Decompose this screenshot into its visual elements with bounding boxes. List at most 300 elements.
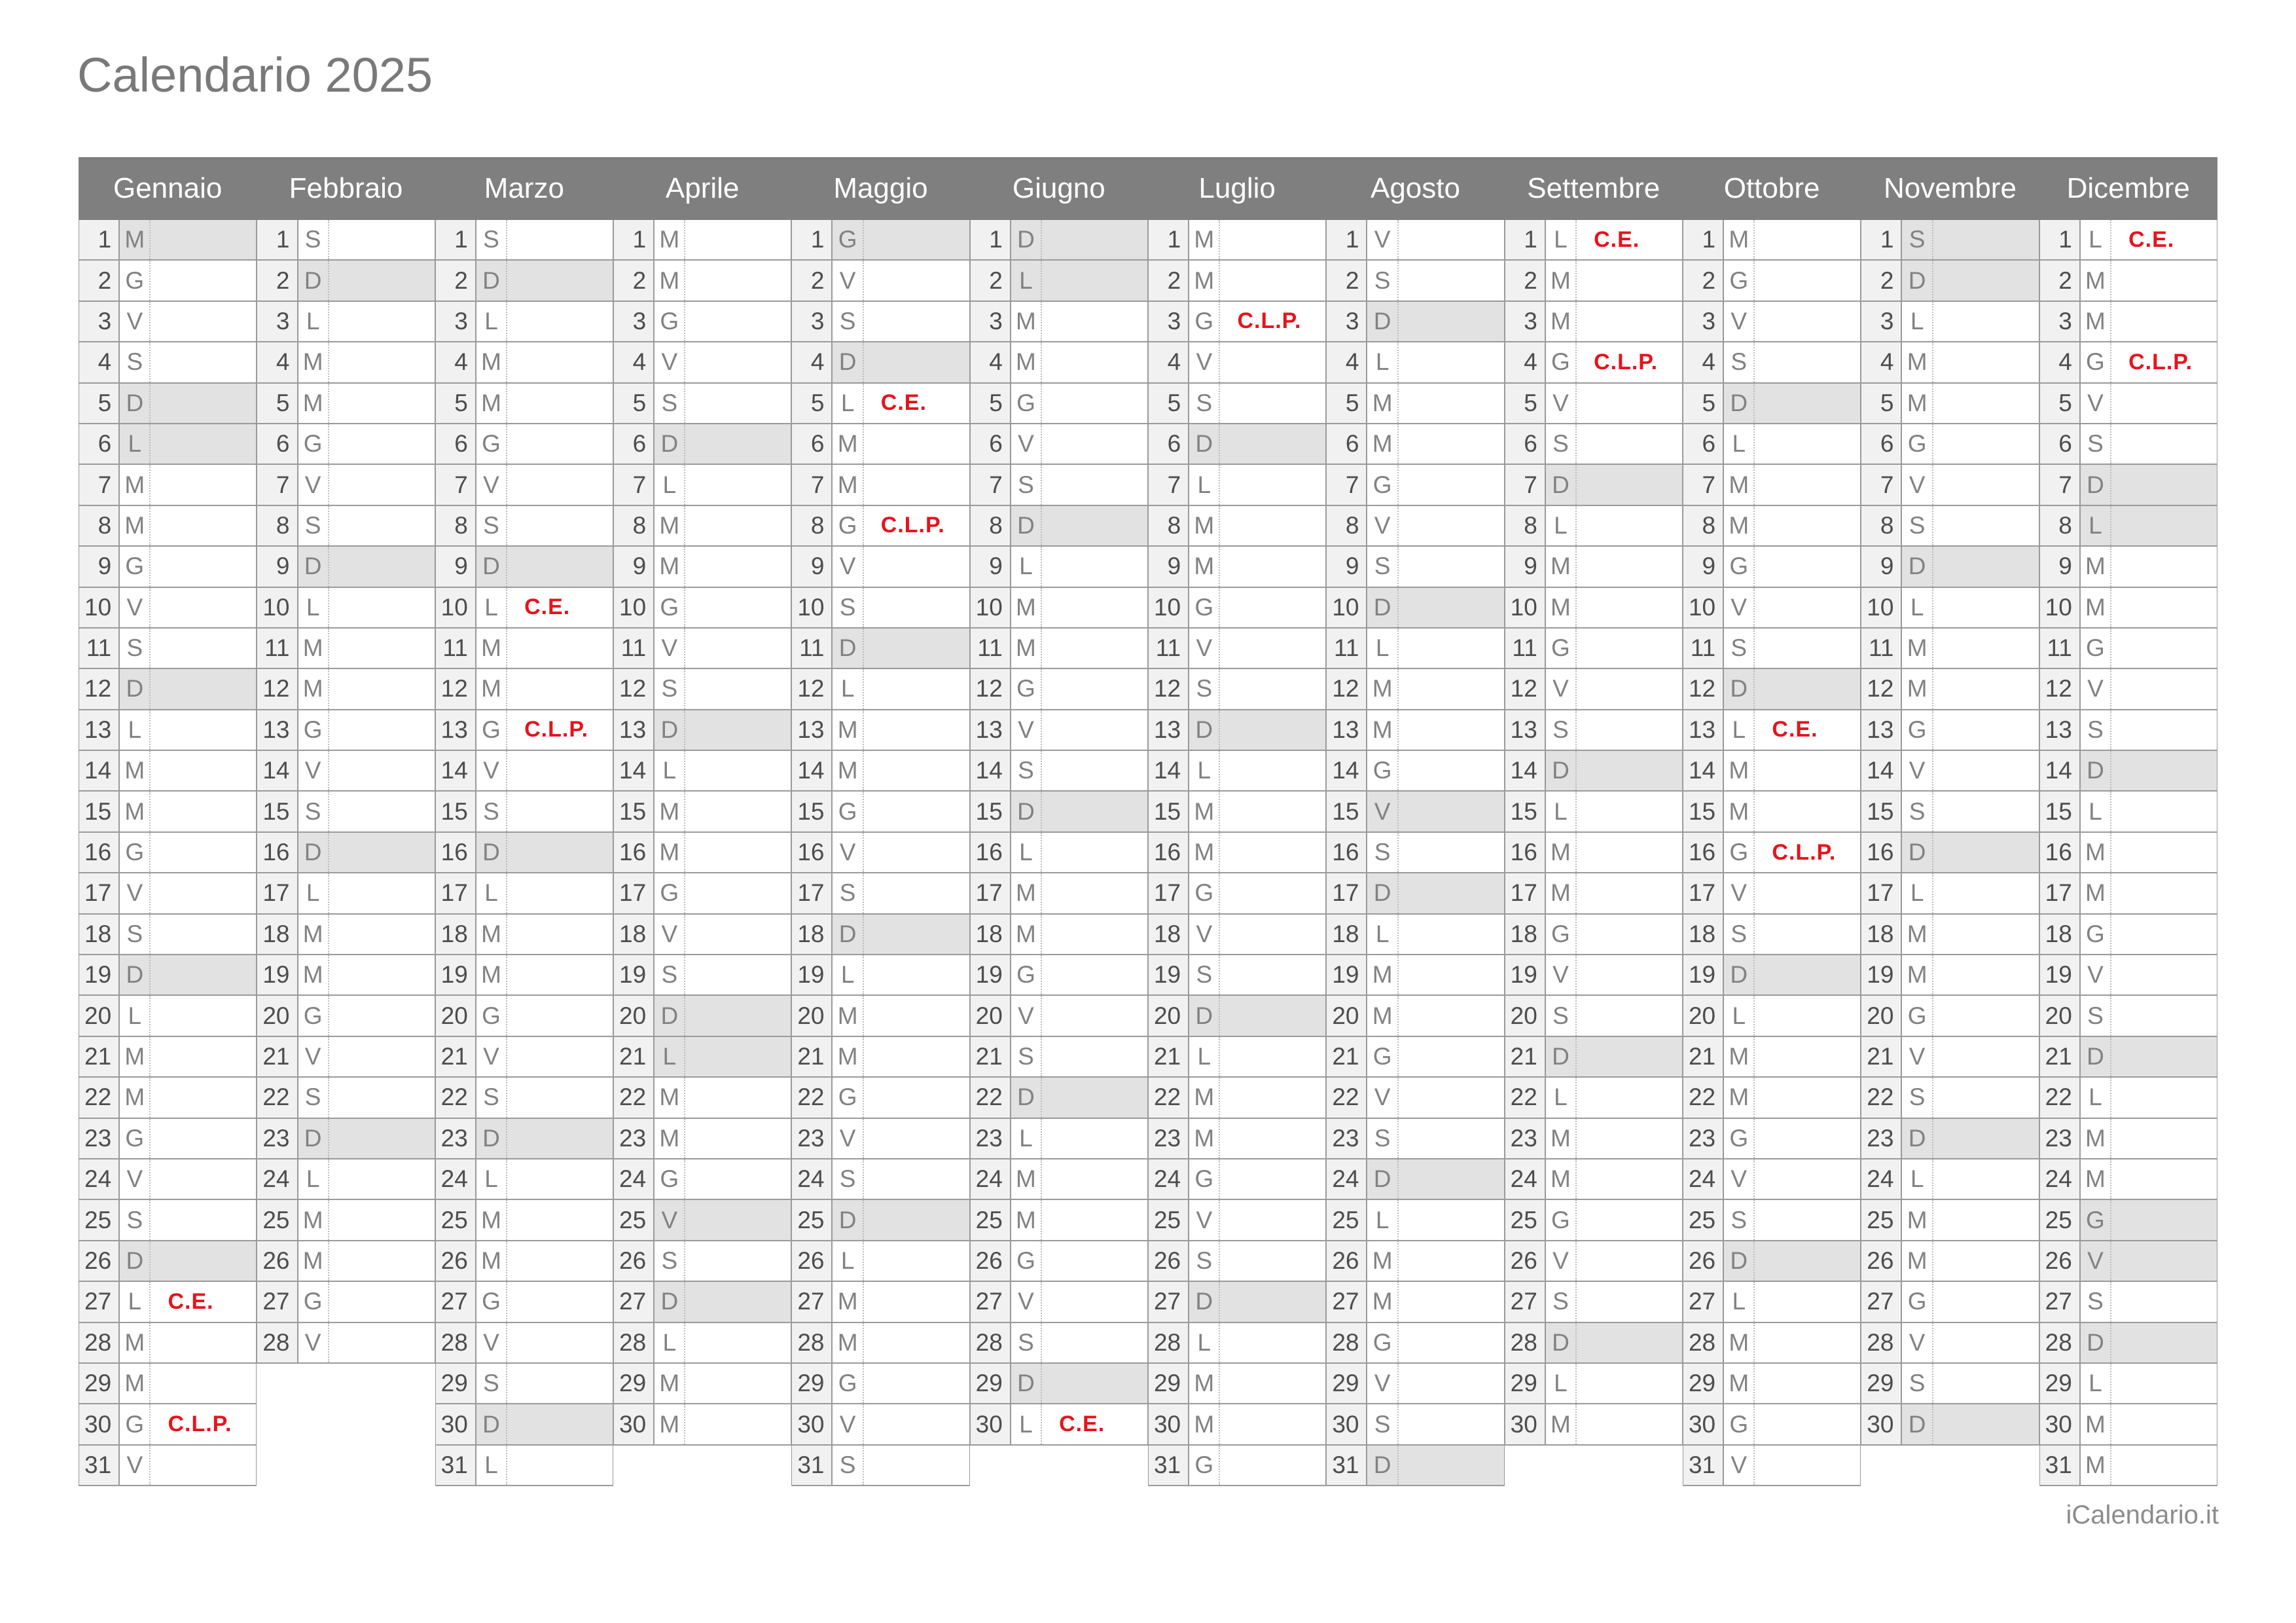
day-number: 26: [1861, 1241, 1902, 1281]
day-cell-ottobre-26: [1683, 1241, 1861, 1282]
notes-area: [685, 588, 791, 627]
day-cell-gennaio-1: [79, 220, 257, 261]
day-cell-settembre-12: [1505, 669, 1683, 710]
day-number: 17: [257, 873, 298, 913]
weekday-letter: M: [655, 1119, 685, 1158]
day-cell-settembre-21: [1505, 1037, 1683, 1078]
weekday-letter: S: [833, 873, 863, 913]
notes-area: [1933, 1241, 2039, 1281]
day-number: 24: [792, 1159, 833, 1199]
day-number: 19: [436, 955, 476, 994]
day-number: 12: [971, 669, 1011, 708]
day-cell-aprile-10: [613, 588, 791, 629]
notes-area: [507, 424, 613, 464]
day-number: 20: [1149, 996, 1189, 1035]
day-number: 12: [614, 669, 655, 708]
weekday-letter: D: [1367, 1446, 1398, 1485]
day-cell-luglio-21: [1148, 1037, 1326, 1078]
day-number: 15: [971, 792, 1011, 831]
day-cell-dicembre-8: [2039, 506, 2217, 547]
notes-area: [1220, 547, 1325, 586]
notes-area: [1577, 1159, 1682, 1199]
day-number: 17: [1149, 873, 1189, 913]
day-number: 26: [79, 1241, 120, 1281]
day-number: 23: [2040, 1119, 2081, 1158]
notes-area: [329, 792, 435, 831]
weekday-letter: D: [298, 261, 329, 300]
notes-area: [507, 1404, 613, 1444]
day-number: 22: [1683, 1078, 1724, 1117]
day-cell-febbraio-16: [257, 833, 435, 873]
notes-area: [1933, 833, 2039, 872]
day-number: 17: [1327, 873, 1367, 913]
weekday-letter: S: [476, 1364, 507, 1403]
day-cell-settembre-23: [1505, 1119, 1683, 1159]
month-header-maggio: Maggio: [833, 172, 928, 204]
day-number: 30: [971, 1404, 1011, 1444]
day-number: 18: [614, 915, 655, 954]
day-number: 25: [2040, 1200, 2081, 1239]
day-number: 1: [792, 220, 833, 259]
day-number: 30: [614, 1404, 655, 1444]
day-number: 2: [614, 261, 655, 300]
day-number: 4: [436, 342, 476, 382]
day-number: 23: [971, 1119, 1011, 1158]
notes-area: [864, 710, 969, 750]
day-cell-aprile-14: [613, 751, 791, 792]
day-cell-novembre-7: [1861, 465, 2039, 505]
day-cell-maggio-23: [791, 1119, 969, 1159]
day-number: 5: [1683, 384, 1724, 423]
day-cell-settembre-25: [1505, 1200, 1683, 1241]
notes-area: [151, 1364, 256, 1403]
day-cell-febbraio-20: [257, 996, 435, 1036]
day-cell-gennaio-4: [79, 342, 257, 383]
weekday-letter: V: [1902, 751, 1933, 790]
weekday-letter: V: [476, 465, 507, 504]
weekday-letter: S: [1546, 424, 1577, 464]
notes-area: [1577, 1282, 1682, 1321]
day-cell-ottobre-19: [1683, 955, 1861, 996]
day-number: 7: [614, 465, 655, 504]
day-number: 20: [1861, 996, 1902, 1035]
weekday-letter: M: [1189, 833, 1220, 872]
weekday-letter: M: [655, 506, 685, 545]
day-cell-marzo-26: [435, 1241, 613, 1282]
weekday-letter: S: [120, 915, 151, 954]
month-column-gennaio: [79, 220, 257, 1486]
day-number: 13: [257, 710, 298, 750]
weekday-letter: M: [298, 384, 329, 423]
month-column-giugno: [970, 220, 1148, 1486]
weekday-letter: D: [1546, 751, 1577, 790]
notes-area: [685, 1323, 791, 1362]
notes-area: [1220, 955, 1325, 994]
weekday-letter: M: [1546, 302, 1577, 341]
notes-area: [685, 1037, 791, 1076]
notes-area: [329, 1119, 435, 1158]
month-header-marzo: Marzo: [484, 172, 564, 204]
day-cell-novembre-29: [1861, 1364, 2039, 1404]
day-cell-maggio-6: [791, 424, 969, 465]
weekday-letter: M: [1367, 710, 1398, 750]
day-cell-ottobre-28: [1683, 1323, 1861, 1364]
day-cell-aprile-19: [613, 955, 791, 996]
notes-area: [1933, 1159, 2039, 1199]
notes-area: [685, 302, 791, 341]
day-cell-ottobre-18: [1683, 915, 1861, 955]
holiday-note: C.E.: [1772, 717, 1818, 742]
day-number: 21: [1505, 1037, 1546, 1076]
day-cell-settembre-16: [1505, 833, 1683, 873]
weekday-letter: S: [655, 1241, 685, 1281]
notes-area: [329, 1159, 435, 1199]
day-cell-febbraio-21: [257, 1037, 435, 1078]
notes-area: [1399, 1200, 1504, 1239]
weekday-letter: M: [1189, 1119, 1220, 1158]
day-number: 12: [792, 669, 833, 708]
weekday-letter: G: [1367, 1037, 1398, 1076]
day-cell-luglio-24: [1148, 1159, 1326, 1200]
weekday-letter: V: [2081, 1241, 2111, 1281]
day-number: 26: [1505, 1241, 1546, 1281]
notes-area: [329, 465, 435, 504]
notes-area: [1577, 751, 1682, 790]
notes-area: [864, 915, 969, 954]
day-cell-giugno-14: [970, 751, 1148, 792]
day-cell-dicembre-26: [2039, 1241, 2217, 1282]
day-number: 25: [79, 1200, 120, 1239]
day-number: 9: [1683, 547, 1724, 586]
notes-area: [2111, 506, 2217, 545]
notes-area: [507, 629, 613, 668]
notes-area: [2111, 751, 2217, 790]
notes-area: [1399, 1119, 1504, 1158]
day-number: 29: [614, 1364, 655, 1403]
weekday-letter: M: [298, 915, 329, 954]
day-number: 5: [1149, 384, 1189, 423]
day-cell-gennaio-23: [79, 1119, 257, 1159]
weekday-letter: V: [1189, 629, 1220, 668]
month-header-dicembre: Dicembre: [2066, 172, 2190, 204]
day-cell-settembre-14: [1505, 751, 1683, 792]
day-cell-giugno-29: [970, 1364, 1148, 1404]
day-cell-dicembre-13: [2039, 710, 2217, 751]
day-number: 3: [792, 302, 833, 341]
day-cell-marzo-12: [435, 669, 613, 710]
day-cell-maggio-21: [791, 1037, 969, 1078]
day-cell-novembre-1: [1861, 220, 2039, 261]
day-number: 31: [1327, 1446, 1367, 1485]
weekday-letter: M: [1011, 629, 1042, 668]
notes-area: [1577, 384, 1682, 423]
day-cell-agosto-9: [1326, 547, 1504, 587]
day-number: 14: [1683, 751, 1724, 790]
weekday-letter: G: [2081, 1200, 2111, 1239]
day-cell-dicembre-18: [2039, 915, 2217, 955]
day-number: 19: [79, 955, 120, 994]
weekday-letter: M: [476, 669, 507, 708]
day-cell-luglio-12: [1148, 669, 1326, 710]
notes-area: [864, 955, 969, 994]
day-cell-aprile-2: [613, 261, 791, 301]
notes-area: [1577, 588, 1682, 627]
weekday-letter: M: [1902, 629, 1933, 668]
day-cell-maggio-19: [791, 955, 969, 996]
day-cell-gennaio-12: [79, 669, 257, 710]
day-cell-luglio-30: [1148, 1404, 1326, 1445]
weekday-letter: L: [1902, 588, 1933, 627]
day-cell-agosto-25: [1326, 1200, 1504, 1241]
day-number: 26: [1327, 1241, 1367, 1281]
weekday-letter: L: [476, 873, 507, 913]
weekday-letter: G: [298, 1282, 329, 1321]
day-number: 28: [1327, 1323, 1367, 1362]
notes-area: [151, 342, 256, 382]
day-cell-febbraio-28: [257, 1323, 435, 1364]
day-number: 31: [436, 1446, 476, 1485]
weekday-letter: S: [1902, 792, 1933, 831]
month-column-ottobre: [1683, 220, 1861, 1486]
day-number: 28: [2040, 1323, 2081, 1362]
weekday-letter: G: [1189, 1446, 1220, 1485]
day-cell-marzo-18: [435, 915, 613, 955]
weekday-letter: G: [2081, 915, 2111, 954]
notes-area: [1220, 1364, 1325, 1403]
weekday-letter: M: [833, 996, 863, 1035]
day-cell-luglio-9: [1148, 547, 1326, 587]
weekday-letter: G: [833, 792, 863, 831]
weekday-letter: D: [833, 342, 863, 382]
day-cell-maggio-26: [791, 1241, 969, 1282]
notes-area: [1933, 342, 2039, 382]
weekday-letter: G: [1189, 1159, 1220, 1199]
notes-area: [1042, 1200, 1147, 1239]
day-cell-settembre-10: [1505, 588, 1683, 629]
day-number: 1: [2040, 220, 2081, 259]
notes-area: [1220, 751, 1325, 790]
day-number: 15: [1683, 792, 1724, 831]
day-cell-agosto-12: [1326, 669, 1504, 710]
notes-area: [685, 547, 791, 586]
day-number: 26: [1149, 1241, 1189, 1281]
weekday-letter: V: [120, 588, 151, 627]
day-number: 30: [1327, 1404, 1367, 1444]
day-cell-maggio-8: [791, 506, 969, 547]
weekday-letter: G: [120, 833, 151, 872]
weekday-letter: M: [1189, 792, 1220, 831]
notes-area: [1042, 996, 1147, 1035]
notes-area: [151, 1078, 256, 1117]
day-number: 23: [1683, 1119, 1724, 1158]
notes-area: [685, 342, 791, 382]
weekday-letter: M: [2081, 302, 2111, 341]
notes-area: [1399, 915, 1504, 954]
notes-area: [864, 751, 969, 790]
weekday-letter: M: [1724, 506, 1755, 545]
day-cell-aprile-12: [613, 669, 791, 710]
month-column-aprile: [613, 220, 791, 1486]
day-number: 1: [1683, 220, 1724, 259]
weekday-letter: M: [2081, 588, 2111, 627]
day-number: 21: [1683, 1037, 1724, 1076]
day-number: 18: [2040, 915, 2081, 954]
weekday-letter: S: [476, 792, 507, 831]
holiday-note: C.L.P.: [524, 717, 589, 742]
day-number: 2: [1683, 261, 1724, 300]
weekday-letter: V: [298, 1323, 329, 1362]
day-number: 8: [1505, 506, 1546, 545]
day-number: 23: [1505, 1119, 1546, 1158]
day-cell-luglio-13: [1148, 710, 1326, 751]
day-number: 24: [1327, 1159, 1367, 1199]
day-cell-settembre-28: [1505, 1323, 1683, 1364]
notes-area: [151, 955, 256, 994]
day-cell-dicembre-23: [2039, 1119, 2217, 1159]
notes-area: [685, 669, 791, 708]
weekday-letter: M: [1902, 669, 1933, 708]
day-number: 9: [1149, 547, 1189, 586]
day-number: 22: [436, 1078, 476, 1117]
weekday-letter: G: [476, 424, 507, 464]
day-cell-aprile-9: [613, 547, 791, 587]
weekday-letter: G: [1546, 915, 1577, 954]
weekday-letter: D: [1011, 1078, 1042, 1117]
weekday-letter: G: [833, 1078, 863, 1117]
day-number: 22: [1861, 1078, 1902, 1117]
day-cell-febbraio-25: [257, 1200, 435, 1241]
weekday-letter: D: [1546, 1323, 1577, 1362]
day-cell-ottobre-2: [1683, 261, 1861, 301]
day-number: 27: [1683, 1282, 1724, 1321]
day-number: 26: [2040, 1241, 2081, 1281]
notes-area: [1577, 302, 1682, 341]
weekday-letter: S: [298, 220, 329, 259]
day-cell-agosto-29: [1326, 1364, 1504, 1404]
weekday-letter: V: [655, 1200, 685, 1239]
day-cell-novembre-12: [1861, 669, 2039, 710]
day-cell-gennaio-21: [79, 1037, 257, 1078]
day-cell-agosto-2: [1326, 261, 1504, 301]
day-cell-settembre-30: [1505, 1404, 1683, 1445]
notes-area: [151, 588, 256, 627]
day-cell-agosto-6: [1326, 424, 1504, 465]
notes-area: [2111, 384, 2217, 423]
weekday-letter: M: [1367, 955, 1398, 994]
day-number: 22: [79, 1078, 120, 1117]
day-cell-gennaio-8: [79, 506, 257, 547]
day-cell-agosto-27: [1326, 1282, 1504, 1322]
month-column-novembre: [1861, 220, 2039, 1486]
day-cell-maggio-2: [791, 261, 969, 301]
weekday-letter: V: [1367, 220, 1398, 259]
day-number: 28: [792, 1323, 833, 1362]
day-cell-giugno-3: [970, 302, 1148, 342]
notes-area: [1933, 1078, 2039, 1117]
day-number: 5: [971, 384, 1011, 423]
day-number: 28: [1505, 1323, 1546, 1362]
day-cell-agosto-7: [1326, 465, 1504, 505]
day-cell-settembre-1: [1505, 220, 1683, 261]
weekday-letter: G: [2081, 629, 2111, 668]
notes-area: [151, 629, 256, 668]
notes-area: [1042, 873, 1147, 913]
notes-area: [1933, 1037, 2039, 1076]
notes-area: [507, 751, 613, 790]
day-number: 15: [2040, 792, 2081, 831]
day-cell-marzo-7: [435, 465, 613, 505]
notes-area: [2111, 1078, 2217, 1117]
notes-area: [151, 751, 256, 790]
day-number: 17: [436, 873, 476, 913]
notes-area: [329, 1037, 435, 1076]
weekday-letter: M: [298, 629, 329, 668]
notes-area: [151, 710, 256, 750]
day-number: 12: [1505, 669, 1546, 708]
day-number: 21: [436, 1037, 476, 1076]
notes-area: [2111, 1446, 2217, 1485]
weekday-letter: L: [1189, 751, 1220, 790]
day-number: 20: [614, 996, 655, 1035]
day-cell-settembre-24: [1505, 1159, 1683, 1200]
weekday-letter: V: [120, 1159, 151, 1199]
notes-area: [507, 261, 613, 300]
notes-area: [864, 1364, 969, 1403]
notes-area: [1399, 1364, 1504, 1403]
holiday-note: C.L.P.: [1237, 308, 1302, 334]
weekday-letter: V: [476, 751, 507, 790]
day-number: 30: [436, 1404, 476, 1444]
notes-area: [1755, 1078, 1860, 1117]
day-number: 11: [2040, 629, 2081, 668]
day-number: 20: [79, 996, 120, 1035]
notes-area: [1577, 1119, 1682, 1158]
day-cell-novembre-4: [1861, 342, 2039, 383]
day-cell-marzo-10: [435, 588, 613, 629]
day-cell-febbraio-10: [257, 588, 435, 629]
weekday-letter: G: [833, 220, 863, 259]
day-cell-gennaio-27: [79, 1282, 257, 1322]
weekday-letter: M: [1902, 342, 1933, 382]
day-cell-dicembre-16: [2039, 833, 2217, 873]
day-number: 7: [1327, 465, 1367, 504]
notes-area: [1933, 751, 2039, 790]
day-number: 11: [257, 629, 298, 668]
day-number: 8: [1149, 506, 1189, 545]
notes-area: [2111, 1241, 2217, 1281]
weekday-letter: V: [1367, 506, 1398, 545]
notes-area: [151, 1323, 256, 1362]
notes-area: [1399, 833, 1504, 872]
day-cell-dicembre-4: [2039, 342, 2217, 383]
notes-area: [1933, 220, 2039, 259]
day-cell-ottobre-14: [1683, 751, 1861, 792]
day-number: 25: [436, 1200, 476, 1239]
weekday-letter: M: [655, 1404, 685, 1444]
day-cell-aprile-28: [613, 1323, 791, 1364]
notes-area: [2111, 424, 2217, 464]
weekday-letter: S: [298, 506, 329, 545]
weekday-letter: L: [1189, 1037, 1220, 1076]
day-number: 17: [2040, 873, 2081, 913]
weekday-letter: M: [1189, 1364, 1220, 1403]
weekday-letter: D: [1546, 1037, 1577, 1076]
day-number: 8: [614, 506, 655, 545]
day-cell-settembre-17: [1505, 873, 1683, 914]
day-number: 25: [971, 1200, 1011, 1239]
day-number: 28: [257, 1323, 298, 1362]
day-number: 27: [79, 1282, 120, 1321]
